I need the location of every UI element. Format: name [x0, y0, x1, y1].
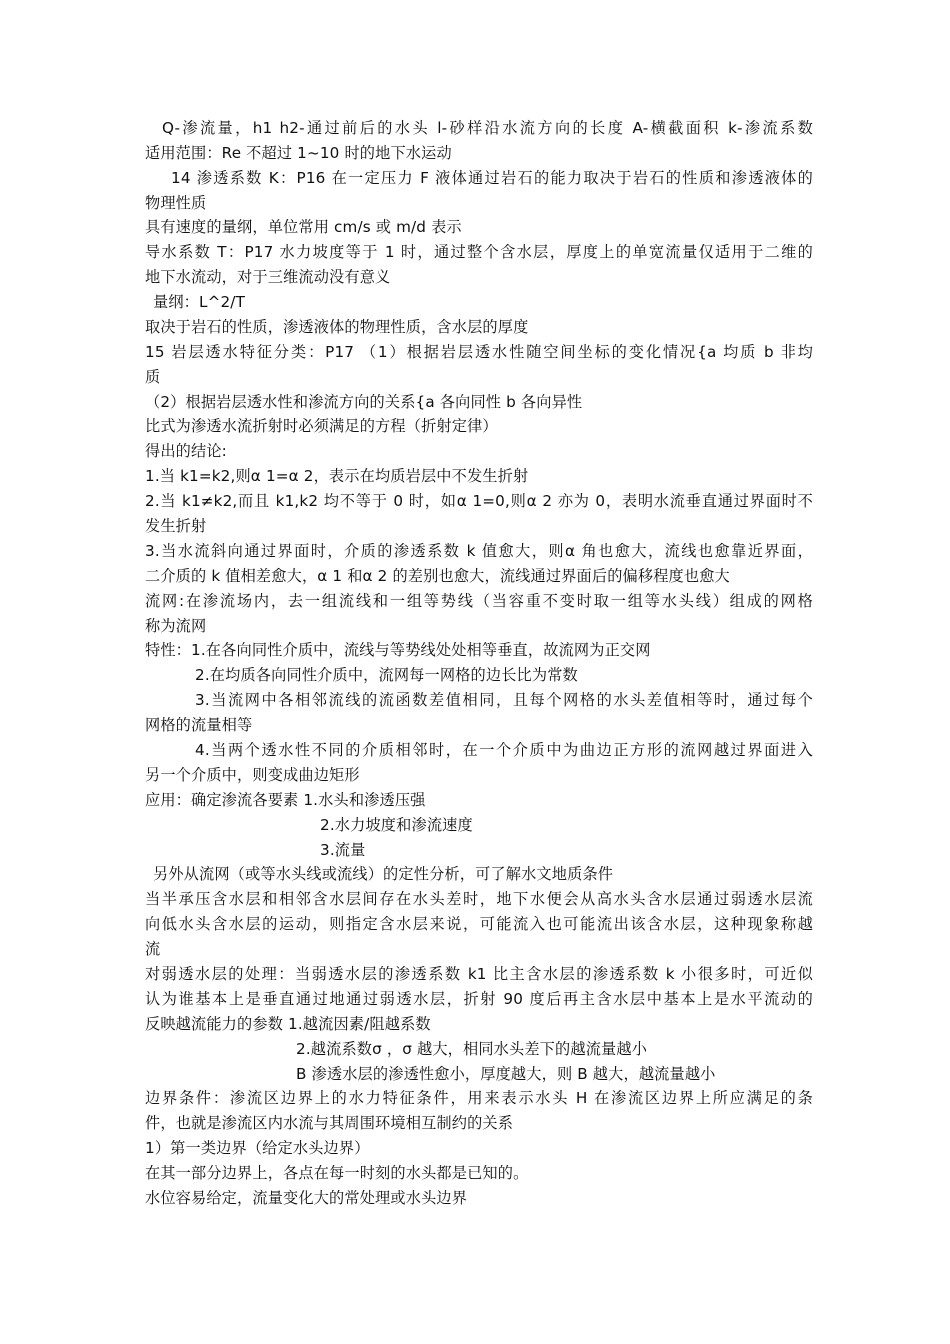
- text-line: 另外从流网（或等水头线或流线）的定性分析，可了解水文地质条件: [153, 865, 614, 883]
- text-line: 适用范围：Re 不超过 1~10 时的地下水运动: [145, 144, 452, 162]
- text-line: 1.当 k1=k2,则α 1=α 2，表示在均质岩层中不发生折射: [145, 467, 529, 485]
- text-line: B 渗透水层的渗透性愈小，厚度越大，则 B 越大，越流量越小: [296, 1065, 716, 1083]
- text-line: 3.当流网中各相邻流线的流函数差值相同，且每个网格的水头差值相等时，通过每个: [195, 691, 813, 709]
- text-line: Q-渗流量，h1 h2-通过前后的水头 l-砂样沿水流方向的长度 A-横截面积 k-渗流系数: [162, 119, 813, 137]
- text-line: 对弱透水层的处理：当弱透水层的渗透系数 k1 比主含水层的渗透系数 k 小很多时，可近似: [145, 965, 813, 983]
- text-line: 3.当水流斜向通过界面时，介质的渗透系数 k 值愈大，则α 角也愈大，流线也愈靠近界面，: [145, 542, 813, 560]
- text-line: 得出的结论:: [145, 442, 227, 460]
- text-line: 件，也就是渗流区内水流与其周围环境相互制约的关系: [145, 1114, 514, 1132]
- text-line: 2.在均质各向同性介质中，流网每一网格的边长比为常数: [195, 666, 578, 684]
- text-line: 3.流量: [320, 841, 366, 859]
- text-line: 导水系数 T：P17 水力坡度等于 1 时，通过整个含水层，厚度上的单宽流量仅适用于二维的: [145, 243, 813, 261]
- text-line: 边界条件：渗流区边界上的水力特征条件，用来表示水头 H 在渗流区边界上所应满足的条: [145, 1089, 813, 1107]
- text-line: 应用：确定渗流各要素 1.水头和渗透压强: [145, 791, 426, 809]
- text-line: 发生折射: [145, 517, 207, 535]
- text-line: 具有速度的量纲，单位常用 cm/s 或 m/d 表示: [145, 218, 462, 236]
- text-line: 2.水力坡度和渗流速度: [320, 816, 473, 834]
- text-line: 15 岩层透水特征分类：P17 （1）根据岩层透水性随空间坐标的变化情况{a 均质 b 非均: [145, 343, 813, 361]
- text-line: 物理性质: [145, 194, 207, 212]
- text-line: 网格的流量相等: [145, 716, 253, 734]
- text-line: 14 渗透系数 K：P16 在一定压力 F 液体通过岩石的能力取决于岩石的性质和渗透液体的: [171, 169, 813, 187]
- text-line: （2）根据岩层透水性和渗流方向的关系{a 各向同性 b 各向异性: [145, 393, 583, 411]
- text-line: 在其一部分边界上，各点在每一时刻的水头都是已知的。: [145, 1164, 529, 1182]
- text-line: 比式为渗透水流折射时必须满足的方程（折射定律）: [145, 417, 498, 435]
- text-line: 反映越流能力的参数 1.越流因素/阻越系数: [145, 1015, 431, 1033]
- text-line: 2.越流系数σ ，σ 越大，相同水头差下的越流量越小: [296, 1040, 648, 1058]
- text-line: 取决于岩石的性质，渗透液体的物理性质，含水层的厚度: [145, 318, 529, 336]
- text-line: 流: [145, 940, 161, 958]
- text-line: 二介质的 k 值相差愈大，α 1 和α 2 的差别也愈大，流线通过界面后的偏移程度也愈大: [145, 567, 730, 585]
- text-line: 当半承压含水层和相邻含水层间存在水头差时，地下水便会从高水头含水层通过弱透水层流: [145, 890, 813, 908]
- text-line: 地下水流动，对于三维流动没有意义: [145, 268, 391, 286]
- text-line: 量纲：L^2/T: [153, 293, 246, 311]
- text-line: 认为谁基本上是垂直通过地通过弱透水层，折射 90 度后再主含水层中基本上是水平流动的: [145, 990, 813, 1008]
- text-line: 2.当 k1≠k2,而且 k1,k2 均不等于 0 时，如α 1=0,则α 2 亦为 0，表明水流垂直通过界面时不: [145, 492, 813, 510]
- text-line: 另一个介质中，则变成曲边矩形: [145, 766, 360, 784]
- text-line: 4.当两个透水性不同的介质相邻时，在一个介质中为曲边正方形的流网越过界面进入: [195, 741, 813, 759]
- text-line: 质: [145, 368, 161, 386]
- text-line: 1）第一类边界（给定水头边界）: [145, 1139, 370, 1157]
- text-line: 向低水头含水层的运动，则指定含水层来说，可能流入也可能流出该含水层，这种现象称越: [145, 915, 813, 933]
- text-line: 称为流网: [145, 617, 207, 635]
- text-line: 水位容易给定，流量变化大的常处理或水头边界: [145, 1189, 468, 1207]
- text-line: 流网:在渗流场内，去一组流线和一组等势线（当容重不变时取一组等水头线）组成的网格: [145, 592, 813, 610]
- text-line: 特性：1.在各向同性介质中，流线与等势线处处相等垂直，故流网为正交网: [145, 641, 651, 659]
